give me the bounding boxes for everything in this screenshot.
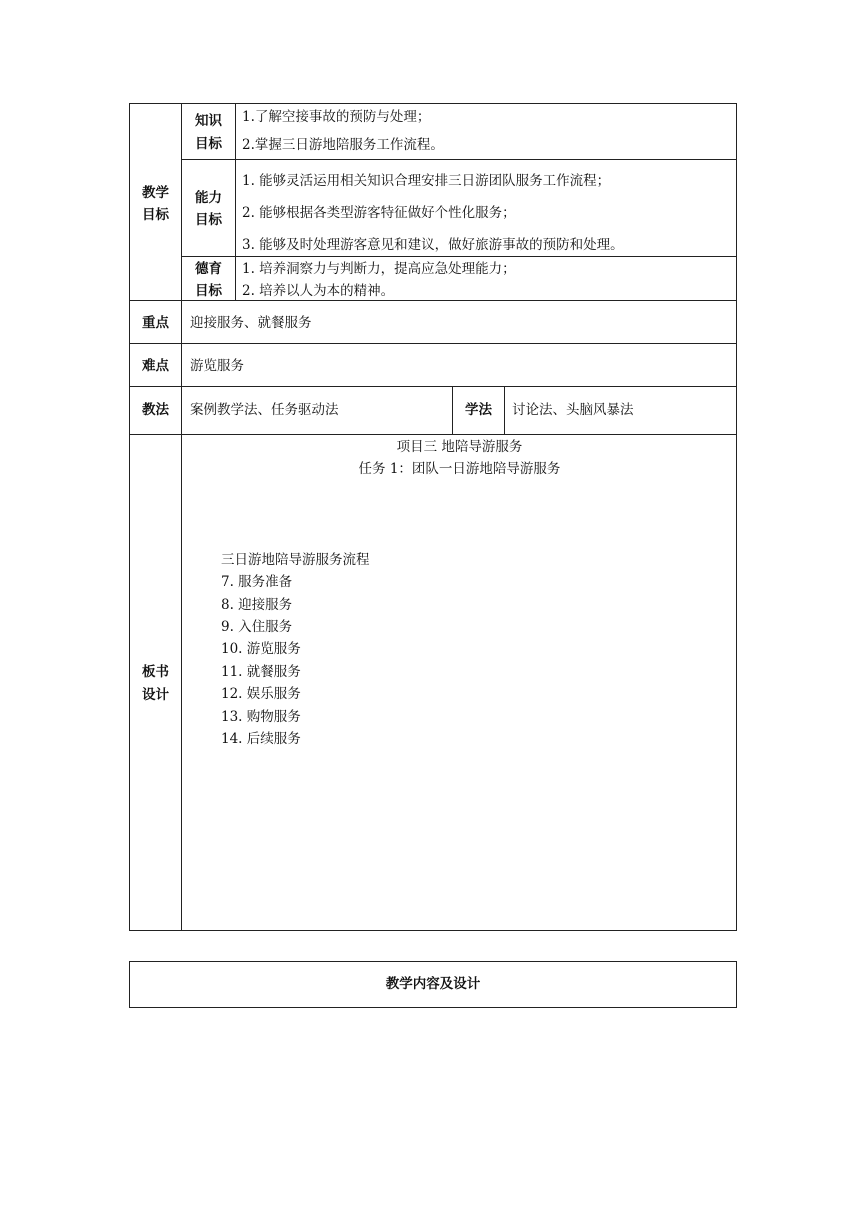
difficulty-value: 游览服务 — [190, 358, 244, 374]
row-line-keypoints-end — [129, 343, 737, 344]
knowledge-label-line2: 目标 — [195, 136, 222, 152]
ability-label-line2: 目标 — [195, 212, 222, 228]
col-divider-method-b — [504, 386, 505, 434]
moral-label-line1: 德育 — [195, 261, 222, 277]
knowledge-label-line1: 知识 — [195, 113, 222, 129]
moral-label-line2: 目标 — [195, 283, 222, 299]
row-line-objectives-end — [129, 300, 737, 301]
knowledge-item-2: 2.掌握三日游地陪服务工作流程。 — [242, 137, 444, 153]
moral-item-2: 2. 培养以人为本的精神。 — [242, 283, 395, 299]
teaching-method-label: 教法 — [142, 402, 169, 418]
knowledge-item-1: 1.了解空接事故的预防与处理； — [242, 109, 431, 125]
ability-item-3: 3. 能够及时处理游客意见和建议，做好旅游事故的预防和处理。 — [242, 237, 624, 253]
list-item: 8. 迎接服务 — [221, 597, 293, 613]
row-line-knowledge-end — [181, 159, 737, 160]
section-header-title: 教学内容及设计 — [385, 976, 481, 992]
row-line-bottom — [129, 930, 737, 931]
board-label-line1: 板书 — [142, 664, 169, 680]
table-border-right — [736, 103, 737, 931]
row-line-top — [129, 103, 737, 104]
list-item: 12. 娱乐服务 — [221, 686, 301, 702]
board-flow-title: 三日游地陪导游服务流程 — [221, 552, 370, 568]
difficulty-label: 难点 — [142, 358, 169, 374]
row-line-ability-end — [181, 256, 737, 257]
learning-method-value: 讨论法、头脑风暴法 — [512, 402, 634, 418]
objectives-label-line1: 教学 — [142, 185, 169, 201]
board-label-line2: 设计 — [142, 687, 169, 703]
ability-label-line1: 能力 — [195, 190, 222, 206]
board-task-title: 任务 1：团队一日游地陪导游服务 — [358, 461, 561, 477]
teaching-method-value: 案例教学法、任务驱动法 — [190, 402, 339, 418]
keypoints-value: 迎接服务、就餐服务 — [190, 315, 312, 331]
list-item: 9. 入住服务 — [221, 619, 293, 635]
list-item: 11. 就餐服务 — [221, 664, 301, 680]
list-item: 7. 服务准备 — [221, 574, 293, 590]
learning-method-label: 学法 — [465, 402, 492, 418]
ability-item-1: 1. 能够灵活运用相关知识合理安排三日游团队服务工作流程； — [242, 173, 611, 189]
table-border-left — [129, 103, 130, 931]
board-project-title: 项目三 地陪导游服务 — [396, 439, 523, 455]
moral-item-1: 1. 培养洞察力与判断力，提高应急处理能力； — [242, 261, 516, 277]
list-item: 10. 游览服务 — [221, 641, 301, 657]
row-line-difficulty-end — [129, 386, 737, 387]
list-item: 14. 后续服务 — [221, 731, 301, 747]
objectives-label-line2: 目标 — [142, 207, 169, 223]
ability-item-2: 2. 能够根据各类型游客特征做好个性化服务； — [242, 205, 516, 221]
keypoints-label: 重点 — [142, 315, 169, 331]
row-line-methods-end — [129, 434, 737, 435]
col-divider-2 — [235, 103, 236, 300]
list-item: 13. 购物服务 — [221, 709, 301, 725]
